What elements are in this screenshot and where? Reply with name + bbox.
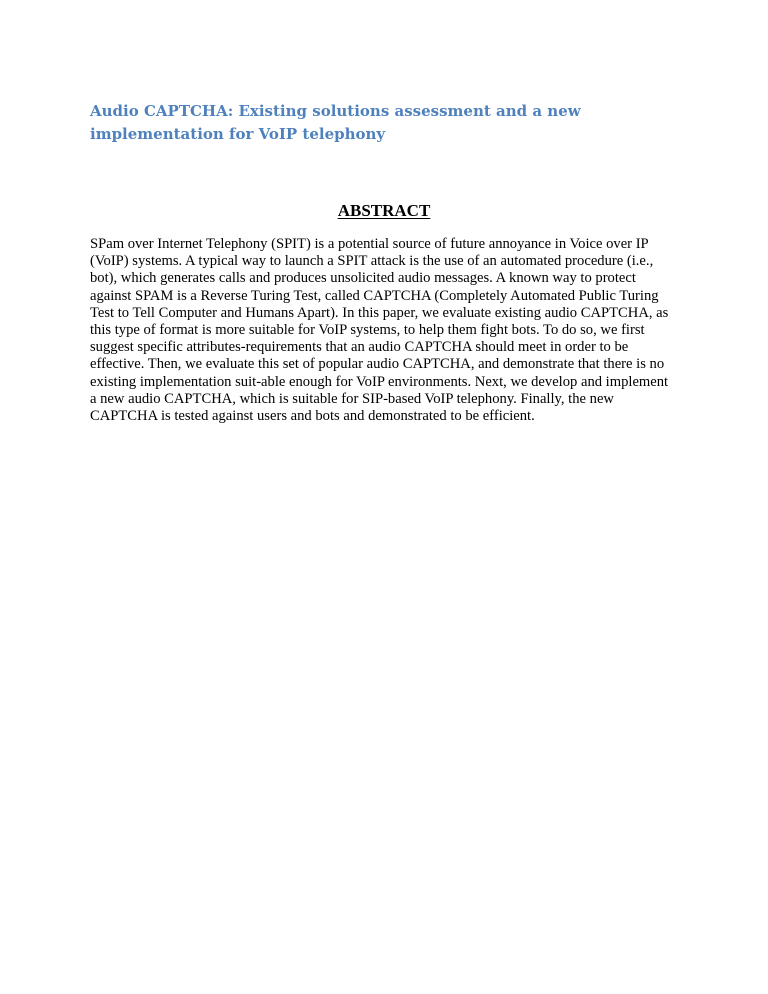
- abstract-body: SPam over Internet Telephony (SPIT) is a potential source of future annoyance in Voice over IP (VoIP) systems. A typical way to launch a SPIT attack is the use of an automated procedure (i.e., bot), which generates calls and produces unsolicited audio messages. A known way to protect against SPAM is a Reverse Turing Test, called CAPTCHA (Completely Automated Public Turing Test to Tell Computer and Humans Apart). In this paper, we evaluate existing audio CAPTCHA, as this type of format is more suitable for VoIP systems, to help them fight bots. To do so, we first suggest specific attributes-requirements that an audio CAPTCHA should meet in order to be effective. Then, we evaluate this set of popular audio CAPTCHA, and demonstrate that there is no existing implementation suit-able enough for VoIP environments. Next, we develop and implement a new audio CAPTCHA, which is suitable for SIP-based VoIP telephony. Finally, the new CAPTCHA is tested against users and bots and demonstrated to be efficient.: [90, 236, 669, 425]
- paper-title: Audio CAPTCHA: Existing solutions assessment and a new implementation for VoIP telephony: [90, 102, 581, 143]
- abstract-heading-text: ABSTRACT: [337, 201, 431, 220]
- abstract-heading: [0, 201, 768, 221]
